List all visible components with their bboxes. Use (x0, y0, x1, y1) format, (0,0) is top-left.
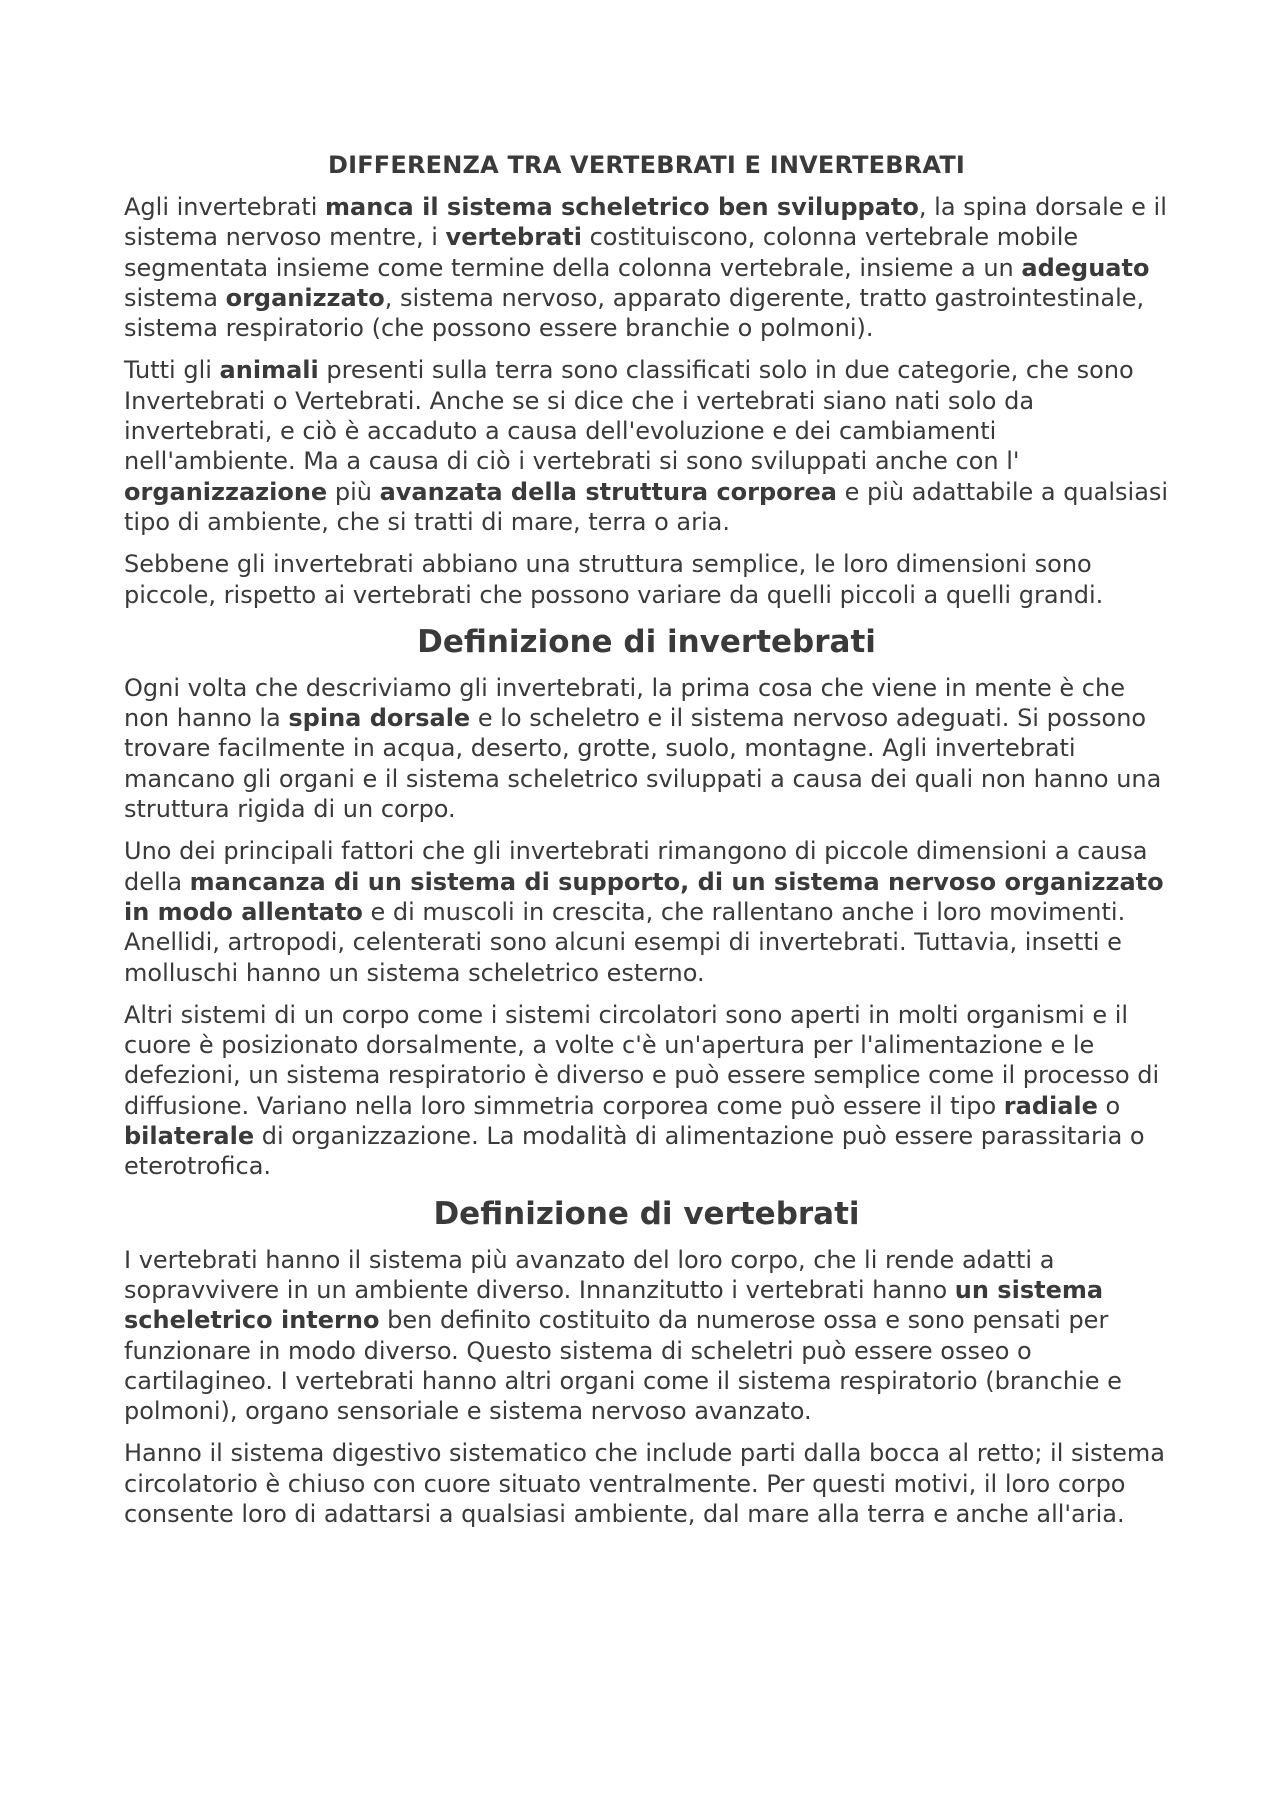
paragraph (124, 549, 1169, 610)
paragraph (124, 836, 1169, 987)
text-run: Sebbene gli invertebrati abbiano una struttura semplice, le loro dimensioni sono piccole, rispetto ai vertebrati che possono variare da quelli piccoli a quelli grandi. (124, 550, 1104, 609)
text-run: Ogni volta che descriviamo gli invertebrati, la prima cosa che viene in mente è che non hanno la (124, 673, 1125, 733)
section-heading: Definizione di vertebrati (433, 1195, 860, 1232)
text-run: Agli invertebrati (124, 193, 326, 221)
text-run: Uno dei principali fattori che gli invertebrati rimangono di piccole dimensioni a causa della (124, 837, 1148, 896)
bold-text: organizzazione (124, 477, 328, 506)
bold-text: animali (219, 356, 319, 385)
text-run: Altri sistemi di un corpo come i sistemi circolatori sono aperti in molti organismi e il cuore è posizionato dorsalmente, a volte c'è un'apertura per l'alimentazione e le defezioni, un sistema respiratorio è diverso e può essere semplice come il processo di diffusione. Variano nella loro simmetria corporea come può essere il tipo (124, 1000, 1160, 1120)
text-run: e lo scheletro e il sistema nervoso adeguati. Si possono trovare facilmente in acqua, deserto, grotte, suolo, montagne. Agli invertebrati mancano gli organi e il sistema scheletrico sviluppati a causa dei quali non hanno una struttura rigida di un corpo. (124, 704, 1162, 824)
bold-text: adeguato (1021, 253, 1150, 282)
text-run: e di muscoli in crescita, che rallentano anche i loro movimenti. Anellidi, artropodi, celenterati sono alcuni esempi di invertebrati. Tuttavia, insetti e molluschi hanno un sistema scheletrico esterno. (124, 897, 1126, 987)
paragraph (124, 1000, 1169, 1182)
text-run: sistema (124, 283, 226, 312)
bold-text: manca il sistema scheletrico ben sviluppato (325, 193, 919, 221)
text-run: o (1097, 1091, 1121, 1120)
text-run: ben definito costituito da numerose ossa e sono pensati per funzionare in modo diverso. Questo sistema di scheletri può essere osseo o cartilagineo. I vertebrati hanno altri organi come il sistema respiratorio (branchie e polmoni), organo sensoriale e sistema nervoso avanzato. (124, 1306, 1122, 1426)
bold-text: bilaterale (124, 1122, 255, 1151)
paragraph (124, 673, 1169, 824)
document-title: DIFFERENZA TRA VERTEBRATI E INVERTEBRATI (327, 151, 966, 179)
text-run: costituiscono, colonna vertebrale mobile segmentata insieme come termine della colonna vertebrale, insieme a un (124, 223, 1079, 282)
paragraph (124, 355, 1169, 537)
text-run: di organizzazione. La modalità di alimentazione può essere parassitaria o eterotrofica. (124, 1122, 1145, 1181)
paragraph (124, 1245, 1169, 1427)
bold-text: organizzato (225, 283, 385, 312)
text-run: Tutti gli (124, 356, 220, 385)
text-run: , sistema nervoso, apparato digerente, tratto gastrointestinale, sistema respiratorio (che possono essere branchie o polmoni). (124, 283, 1145, 343)
bold-text: radiale (1003, 1091, 1098, 1120)
bold-text: avanzata della struttura corporea (379, 477, 837, 506)
document-body (124, 192, 1169, 1529)
document-page (124, 150, 1169, 1541)
paragraph (124, 1438, 1169, 1529)
text-run: Hanno il sistema digestivo sistematico che include parti dalla bocca al retto; il sistema circolatorio è chiuso con cuore situato ventralmente. Per questi motivi, il loro corpo consente loro di adattarsi a qualsiasi ambiente, dal mare alla terra e anche all'aria. (124, 1439, 1165, 1528)
text-run: presenti sulla terra sono classificati solo in due categorie, che sono Invertebrati o Vertebrati. Anche se si dice che i vertebrati siano nati solo da invertebrati, e ciò è accaduto a causa dell'evoluzione e dei cambiamenti nell'ambiente. Ma a causa di ciò i vertebrati si sono sviluppati anche con l' (124, 356, 1134, 476)
text-run: più (327, 477, 380, 506)
text-run: e più adattabile a qualsiasi tipo di ambiente, che si tratti di mare, terra o aria. (124, 477, 1169, 536)
text-run: I vertebrati hanno il sistema più avanzato del loro corpo, che li rende adatti a sopravvivere in un ambiente diverso. Innanzitutto i vertebrati hanno (124, 1245, 1055, 1304)
paragraph (124, 192, 1169, 343)
bold-text: mancanza di un sistema di supporto, di un sistema nervoso organizzato in modo allentato (124, 867, 1164, 926)
bold-text: spina dorsale (288, 704, 471, 733)
bold-text: vertebrati (445, 223, 582, 252)
section-heading: Definizione di invertebrati (417, 623, 876, 660)
text-run: , la spina dorsale e il sistema nervoso mentre, i (124, 193, 1167, 252)
bold-text: un sistema scheletrico interno (124, 1275, 1104, 1335)
